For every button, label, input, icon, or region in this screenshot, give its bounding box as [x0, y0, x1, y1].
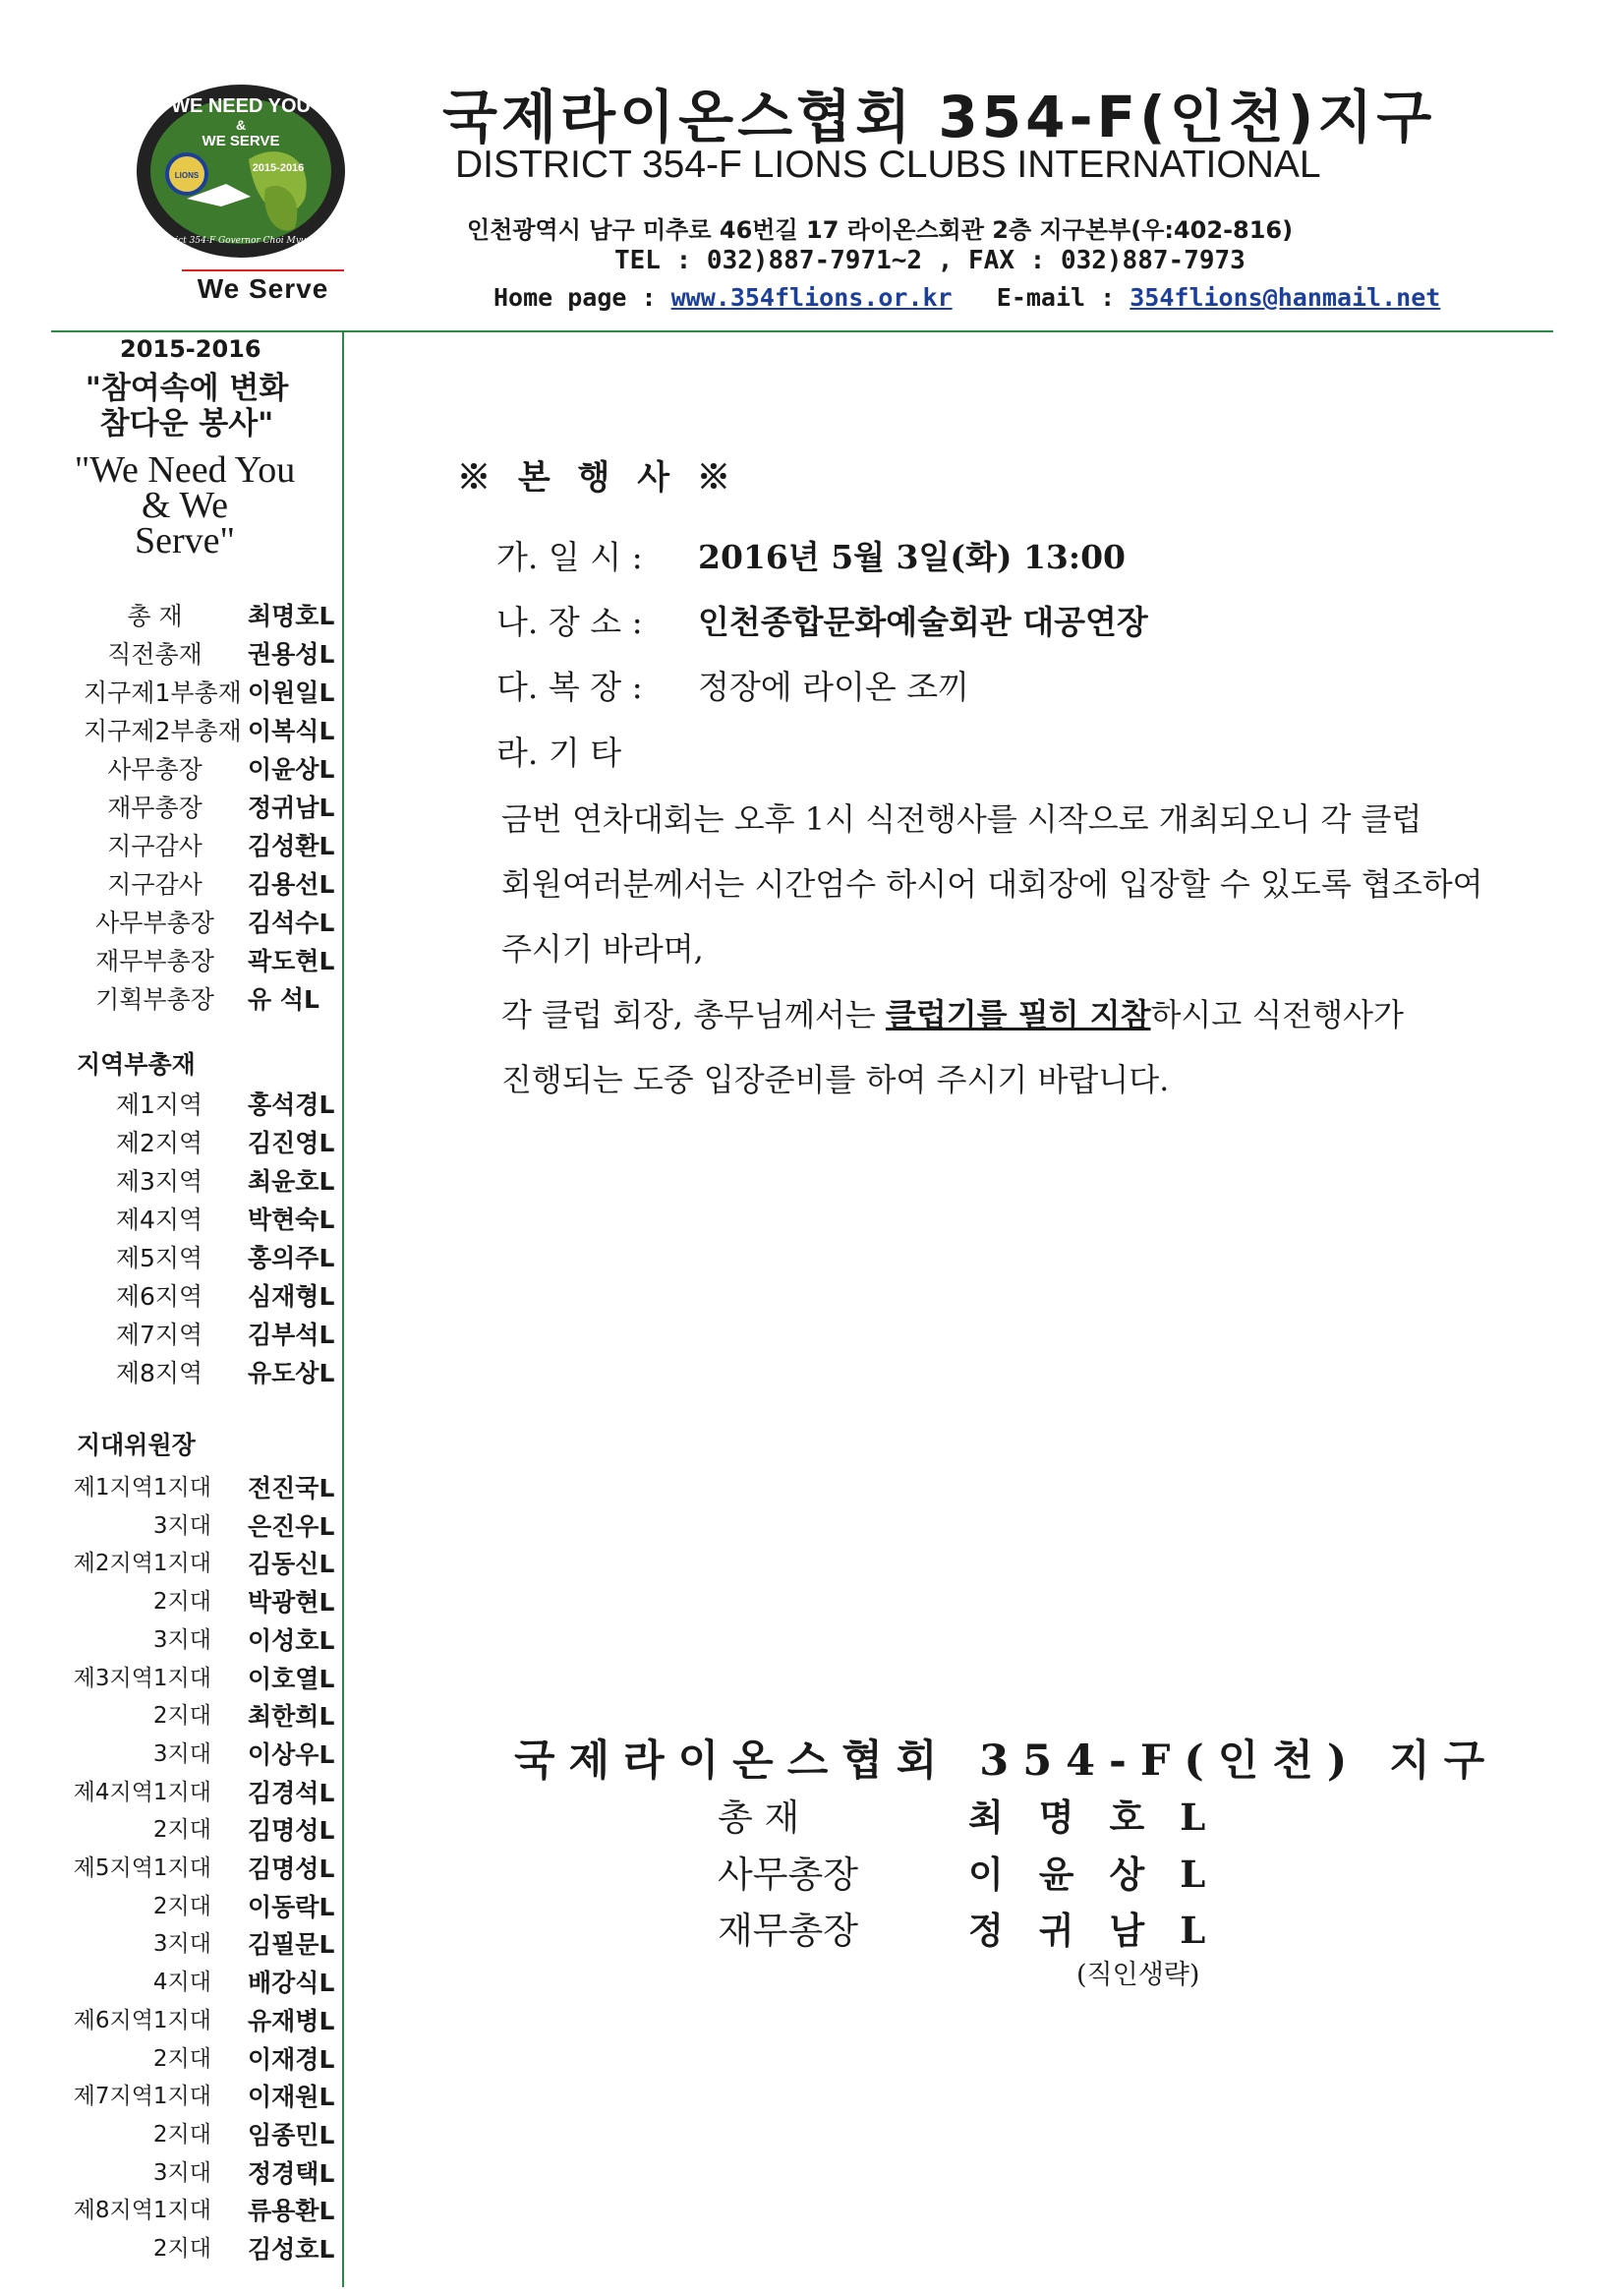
- svg-text:WE SERVE: WE SERVE: [202, 133, 280, 149]
- sidebar-entry-label: 재무부총장: [95, 947, 214, 975]
- detail-dress: [496, 662, 969, 708]
- sidebar-entry-name: 권용성L: [248, 640, 335, 669]
- email-label: E-mail :: [996, 283, 1130, 312]
- sidebar-entry-name: 이동락L: [248, 1892, 335, 1921]
- sidebar-entry-label: 4지대: [152, 1970, 211, 1996]
- sidebar-entry-label: 제2지역1지대: [73, 1551, 211, 1577]
- sidebar-entry-label: 3지대: [152, 1512, 211, 1539]
- detail-label: 가. 일 시 :: [496, 538, 643, 576]
- body-paragraph-line: 주시기 바라며,: [501, 930, 704, 968]
- sidebar-entry-name: 최명호L: [248, 602, 335, 630]
- sidebar-entry-label: 제7지역1지대: [73, 2084, 211, 2110]
- body-paragraph-line: [501, 990, 1404, 1035]
- sidebar-entry-name: 김용선L: [248, 870, 335, 899]
- sidebar-entry-label: 지구감사: [107, 870, 203, 899]
- sidebar-entry: [0, 980, 339, 1019]
- region-heading: 지역부총재: [77, 1050, 196, 1079]
- seal-omitted-note: (직인생략): [1076, 1960, 1200, 1990]
- sidebar-entry-label: 제7지역: [115, 1321, 203, 1349]
- sidebar-entry-name: 최윤호L: [248, 1167, 335, 1196]
- sidebar-entry: [0, 1354, 339, 1392]
- sidebar-entry-name: 유도상L: [248, 1359, 335, 1387]
- section-title: ※ 본 행 사 ※: [457, 458, 738, 498]
- svg-text:District 354-F Governor Choi M: District 354-F Governor Choi Myungho: [152, 236, 329, 246]
- sidebar-entry-name: 최한희L: [248, 1702, 335, 1732]
- sidebar-entry-name: 김부석L: [248, 1321, 335, 1349]
- sidebar-entry-name: 김필문L: [248, 1930, 335, 1960]
- sidebar-entry-label: 제1지역: [115, 1090, 203, 1119]
- sidebar-entry-label: 제4지역: [115, 1206, 203, 1234]
- sidebar-entry-name: 김성환L: [248, 832, 335, 860]
- we-serve-tagline: We Serve: [182, 269, 344, 305]
- sidebar-slogan: [74, 371, 300, 442]
- sidebar-entry-label: 2지대: [152, 2045, 211, 2072]
- detail-value: 정장에 라이온 조끼: [698, 668, 970, 706]
- detail-other: [496, 728, 698, 774]
- sidebar-entry-name: 이상우L: [248, 1739, 335, 1769]
- sidebar-entry-label: 2지대: [152, 2121, 211, 2148]
- sidebar-entry-name: 박현숙L: [248, 1206, 335, 1234]
- sidebar-entry-name: 전진국L: [248, 1474, 335, 1502]
- org-title-english: DISTRICT 354-F LIONS CLUBS INTERNATIONAL: [455, 144, 1321, 186]
- detail-value: 2016년 5월 3일(화) 13:00: [698, 538, 1127, 576]
- sidebar-entry-name: 이윤상L: [248, 755, 335, 784]
- signature-title: 총 재: [718, 1796, 800, 1839]
- sidebar-entry-label: 제3지역: [115, 1167, 203, 1196]
- para-text: 하시고 식전행사가: [1150, 996, 1404, 1033]
- header-divider: [344, 330, 1553, 332]
- email-link[interactable]: 354flions@hanmail.net: [1130, 283, 1441, 312]
- sidebar-entry-name: 유재병L: [248, 2006, 335, 2035]
- sidebar-entry-name: 김성호L: [248, 2235, 335, 2264]
- sidebar-entry-label: 제3지역1지대: [73, 1665, 211, 1691]
- sidebar-entry: [0, 1277, 339, 1316]
- sidebar-entry: [0, 827, 339, 865]
- sidebar-entry-name: 이복식L: [248, 717, 335, 745]
- sidebar-entry-name: 김명성L: [248, 1816, 335, 1846]
- signature-name: 정귀남L: [968, 1909, 1242, 1952]
- sidebar-entry-name: 김명성L: [248, 1854, 335, 1883]
- motto-line-2: & We: [141, 485, 229, 526]
- sidebar-entry-label: 제2지역: [115, 1129, 203, 1157]
- sidebar-entry-name: 이성호L: [248, 1625, 335, 1655]
- motto-line-1: "We Need You: [74, 449, 296, 491]
- sidebar-entry-name: 이원일L: [248, 678, 335, 707]
- sidebar-entry: [0, 1124, 339, 1162]
- motto-line-3: Serve": [134, 520, 236, 561]
- sidebar-entry-label: 2지대: [152, 1893, 211, 1919]
- sidebar-entry: [0, 789, 339, 827]
- sidebar-entry-name: 김석수L: [248, 909, 335, 937]
- sidebar-entry-label: 3지대: [152, 1740, 211, 1767]
- sidebar-entry: [0, 674, 339, 712]
- sidebar-entry-label: 제8지역1지대: [73, 2198, 211, 2224]
- slogan-line-2: 참다운 봉사": [99, 406, 274, 442]
- lions-district-logo: [133, 81, 349, 263]
- signature-org: 국제라이온스협회 354-F(인천) 지구: [514, 1737, 1499, 1786]
- sidebar-entry-label: 제5지역1지대: [73, 1855, 211, 1881]
- para-text: 각 클럽 회장, 총무님께서는: [501, 996, 886, 1033]
- org-phone-fax: TEL : 032)887-7971~2 , FAX : 032)887-7973: [614, 246, 1246, 275]
- sidebar-entry-label: 3지대: [152, 2159, 211, 2186]
- sidebar-entry-label: 제6지역: [115, 1282, 203, 1311]
- sidebar-entry-name: 박광현L: [248, 1588, 335, 1618]
- body-paragraph-line: 회원여러분께서는 시간엄수 하시어 대회장에 입장할 수 있도록 협조하여: [501, 865, 1483, 903]
- sidebar-entry: [0, 712, 339, 750]
- detail-date: [496, 532, 1126, 578]
- svg-text:LIONS: LIONS: [174, 171, 200, 180]
- sidebar-entry: [0, 1201, 339, 1239]
- sidebar-divider: [342, 330, 344, 2287]
- sidebar-entry-label: 지구감사: [107, 832, 203, 860]
- sidebar-entry-name: 임종민L: [248, 2120, 335, 2149]
- sidebar-entry-label: 2지대: [152, 1589, 211, 1616]
- sidebar-entry-name: 심재형L: [248, 1282, 335, 1311]
- signature-name: 이윤상L: [968, 1853, 1242, 1896]
- sidebar-entry: [0, 750, 339, 789]
- sidebar-entry-name: 이재원L: [248, 2083, 335, 2112]
- sidebar-entry-name: 정귀남L: [248, 794, 335, 822]
- sidebar-entry: [0, 1239, 339, 1277]
- detail-label: 나. 장 소 :: [496, 603, 643, 641]
- detail-place: [496, 597, 1148, 643]
- sidebar-entry-name: 정경택L: [248, 2158, 335, 2188]
- sidebar-entry: [0, 597, 339, 635]
- sidebar-entry-name: 김동신L: [248, 1550, 335, 1579]
- sidebar-entry: [0, 942, 339, 980]
- sidebar-motto: [57, 449, 313, 561]
- org-title-korean: 국제라이온스협회 354-F(인천)지구: [442, 84, 1436, 150]
- slogan-line-1: "참여속에 변화: [85, 371, 289, 406]
- sidebar-entry-label: 2지대: [152, 2236, 211, 2262]
- sidebar-entry-name: 이호열L: [248, 1664, 335, 1693]
- sidebar-entry-label: 3지대: [152, 1626, 211, 1653]
- zone-heading: 지대위원장: [77, 1431, 196, 1459]
- sidebar-entry: [0, 1316, 339, 1354]
- sidebar-entry-label: 재무총장: [107, 794, 203, 822]
- signature-name: 최명호L: [968, 1796, 1242, 1839]
- sidebar-entry: [0, 1162, 339, 1201]
- sidebar-entry-label: 사무총장: [107, 755, 203, 784]
- signature-title: 재무총장: [718, 1910, 858, 1952]
- sidebar-entry: [0, 1086, 339, 1124]
- org-contact-links: [493, 283, 1440, 312]
- sidebar-entry-label: 제8지역: [115, 1359, 203, 1387]
- sidebar-entry-label: 총 재: [127, 602, 183, 630]
- sidebar-entry-label: 제4지역1지대: [73, 1779, 211, 1805]
- sidebar-entry-label: 기획부총장: [95, 985, 214, 1014]
- detail-label: 다. 복 장 :: [496, 668, 643, 706]
- sidebar-entry-name: 배강식L: [248, 1969, 335, 1998]
- sidebar-entry-label: 지구제1부총재: [84, 678, 242, 707]
- signature-title: 사무총장: [718, 1854, 858, 1896]
- sidebar-entry-name: 홍의주L: [248, 1244, 335, 1272]
- sidebar-entry-name: 이재경L: [248, 2044, 335, 2074]
- svg-text:2015-2016: 2015-2016: [252, 162, 305, 174]
- svg-text:WE NEED YOU: WE NEED YOU: [171, 95, 311, 117]
- emphasized-text: 클럽기를 필히 지참: [885, 996, 1151, 1033]
- sidebar-entry-name: 김진영L: [248, 1129, 335, 1157]
- sidebar-entry-label: 2지대: [152, 1703, 211, 1730]
- header-divider-left: [51, 330, 342, 332]
- sidebar-entry-label: 지구제2부총재: [84, 717, 242, 745]
- sidebar-entry: [0, 904, 339, 942]
- detail-value: 인천종합문화예술회관 대공연장: [698, 603, 1148, 641]
- sidebar-entry-name: 은진우L: [248, 1511, 335, 1541]
- sidebar-entry-label: 2지대: [152, 1817, 211, 1844]
- sidebar-entry-name: 김경석L: [248, 1778, 335, 1807]
- homepage-link[interactable]: www.354flions.or.kr: [670, 283, 953, 312]
- sidebar-entry-label: 3지대: [152, 1931, 211, 1958]
- svg-text:&: &: [235, 117, 247, 133]
- sidebar-entry-name: 홍석경L: [248, 1090, 335, 1119]
- homepage-label: Home page :: [493, 283, 671, 312]
- logo-emblem-icon: [133, 81, 349, 263]
- sidebar-entry: [0, 865, 339, 904]
- sidebar-entry-label: 제5지역: [115, 1244, 203, 1272]
- sidebar-entry-name: 곽도현L: [248, 947, 335, 975]
- body-paragraph-line: 금번 연차대회는 오후 1시 식전행사를 시작으로 개최되오니 각 클럽: [501, 800, 1422, 838]
- sidebar-year: 2015-2016: [120, 335, 261, 363]
- sidebar-entry-label: 제1지역1지대: [73, 1475, 211, 1501]
- sidebar-entry: [0, 635, 339, 674]
- sidebar-entry-label: 사무부총장: [95, 909, 214, 937]
- body-paragraph-line: 진행되는 도중 입장준비를 하여 주시기 바랍니다.: [501, 1061, 1170, 1098]
- org-address: 인천광역시 남구 미추로 46번길 17 라이온스회관 2층 지구본부(우:402-816): [467, 216, 1294, 244]
- detail-label: 라. 기 타: [496, 734, 622, 772]
- sidebar-entry-label: 제6지역1지대: [73, 2007, 211, 2033]
- sidebar-entry-name: 류용환L: [248, 2197, 335, 2226]
- sidebar-entry-label: 직전총재: [107, 640, 203, 669]
- sidebar-entry-name: 유 석L: [248, 985, 319, 1014]
